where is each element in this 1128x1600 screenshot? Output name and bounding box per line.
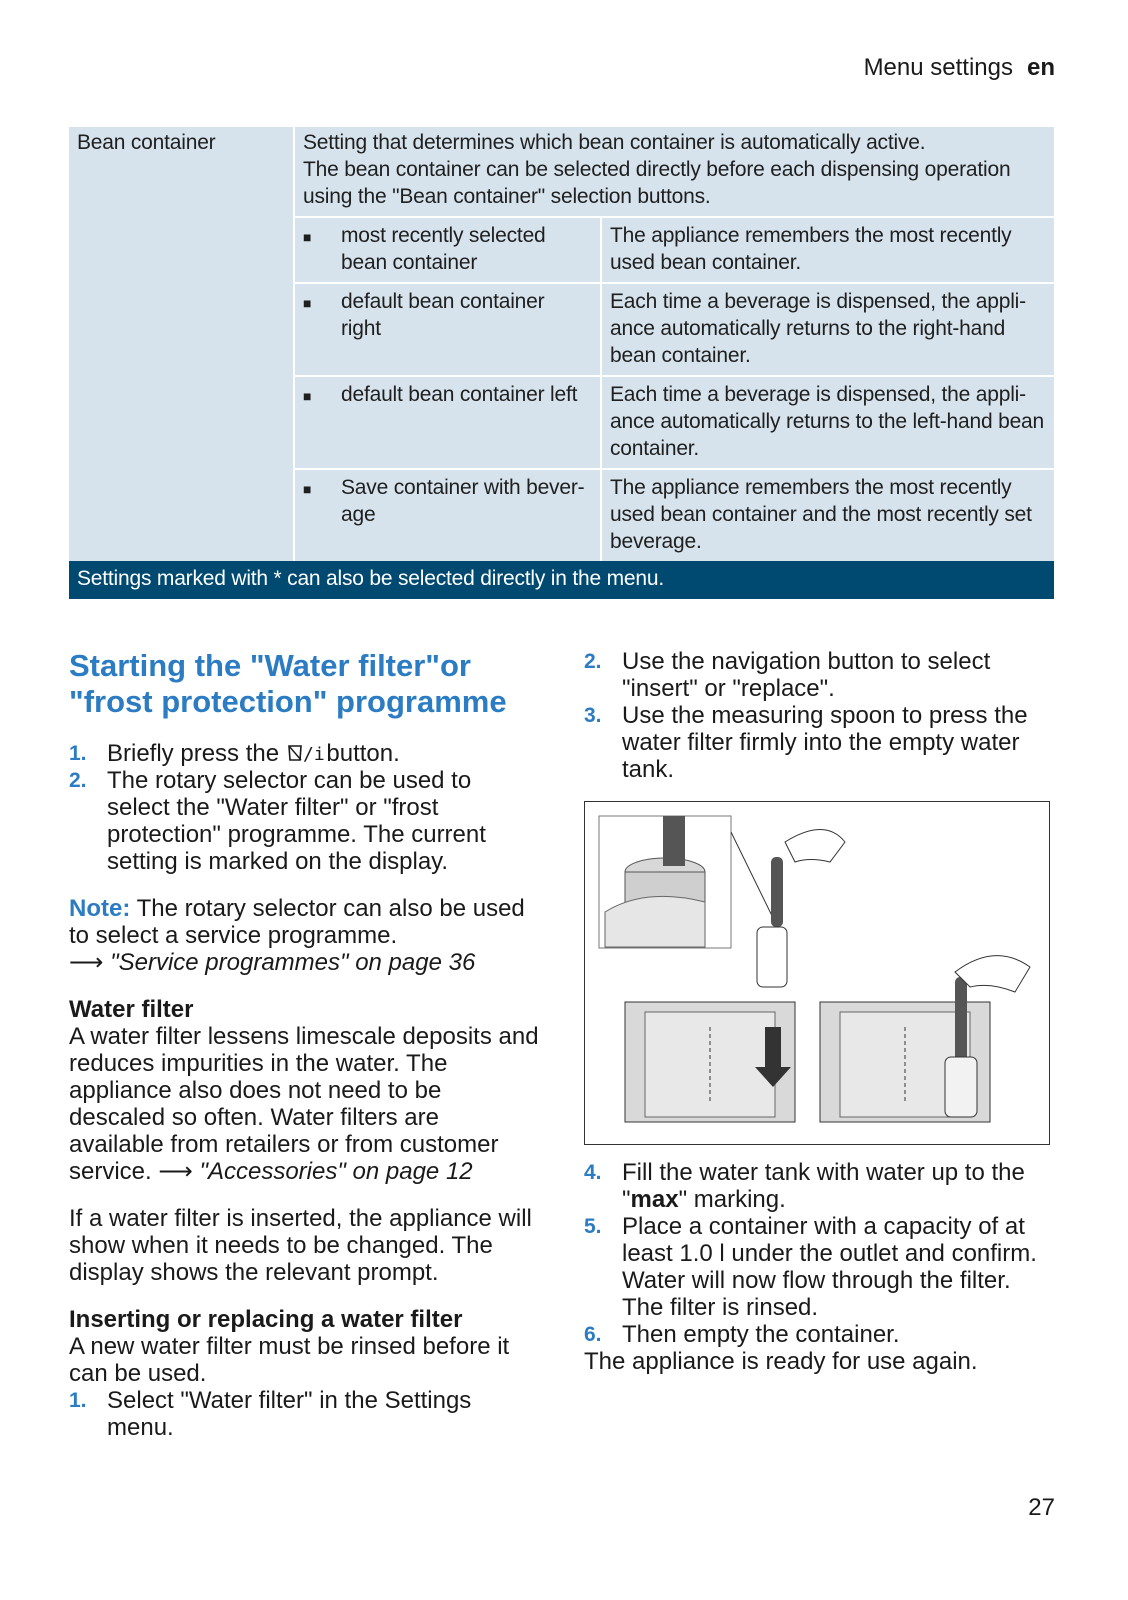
setting-name: Bean container — [69, 127, 293, 561]
option-row — [293, 375, 1054, 468]
paragraph: If a water filter is inserted, the appliance will show when it needs to be changed. The display shows the relevant prompt. — [69, 1205, 532, 1286]
option-text: The appliance remembers the most recently used bean container. — [600, 218, 1054, 282]
bullet-square-icon: ■ — [303, 481, 312, 497]
option-text: The appliance remembers the most recently used bean container and the most recently set beverage. — [600, 470, 1054, 561]
svg-text:/i: /i — [302, 744, 325, 765]
option-label: ■ default bean container right — [295, 284, 600, 375]
running-header — [864, 54, 1055, 82]
arrow-right-icon: ⟶ — [69, 949, 104, 976]
list-item: 6. Then empty the container. — [584, 1321, 900, 1348]
option-text: Each time a beverage is dispensed, the appli- ance automatically returns to the right-hand bean container. — [600, 284, 1054, 375]
note-label: Note: — [69, 895, 131, 922]
filter-insertion-illustration — [584, 801, 1050, 1145]
settings-table — [69, 127, 1054, 599]
page-number: 27 — [1028, 1494, 1055, 1521]
list-item: 1. Briefly press the /i button. — [69, 740, 400, 767]
paragraph: A new water filter must be rinsed before it can be used. — [69, 1333, 510, 1387]
option-row — [293, 468, 1054, 561]
bullet-square-icon: ■ — [303, 229, 312, 245]
cross-reference-link[interactable]: "Service programmes" on page 36 — [110, 949, 476, 976]
option-text: Each time a beverage is dispensed, the appli- ance automatically returns to the left-hand bean container. — [600, 377, 1054, 468]
bullet-square-icon: ■ — [303, 295, 312, 311]
option-label: ■ Save container with bever- age — [295, 470, 600, 561]
list-item: 2. The rotary selector can be used to select the "Water filter" or "frost protection" programme. The current setting is marked on the display. — [69, 767, 486, 875]
filter-info-icon — [286, 740, 325, 767]
option-row — [293, 216, 1054, 282]
option-label: ■ most recently selected bean container — [295, 218, 600, 282]
option-label: ■ default bean container left — [295, 377, 600, 468]
list-item: 5. Place a container with a capacity of at least 1.0 l under the outlet and confirm. Water will now flow through the filter. The filter is rinsed. — [584, 1213, 1037, 1321]
closing-text: The appliance is ready for use again. — [584, 1348, 978, 1375]
arrow-right-icon: ⟶ — [158, 1158, 193, 1185]
section-heading: Starting the "Water filter"or "frost protection" programme — [69, 648, 507, 719]
language-code: en — [1026, 54, 1055, 81]
subheading-inserting-filter: Inserting or replacing a water filter — [69, 1306, 463, 1333]
bullet-square-icon: ■ — [303, 388, 312, 404]
subheading-water-filter: Water filter — [69, 996, 194, 1023]
right-column — [584, 648, 1054, 1375]
list-item: 1. Select "Water filter" in the Settings menu. — [69, 1387, 472, 1441]
left-column — [69, 648, 539, 1441]
list-item: 3. Use the measuring spoon to press the water filter firmly into the empty water tank. — [584, 702, 1028, 783]
table-footer-note: Settings marked with * can also be selected directly in the menu. — [69, 561, 1054, 599]
list-item: 2. Use the navigation button to select "insert" or "replace". — [584, 648, 991, 702]
list-item: 4. Fill the water tank with water up to the "max" marking. — [584, 1159, 1025, 1213]
steps-list — [69, 740, 539, 875]
paragraph: A water filter lessens limescale deposits and reduces impurities in the water. The appliance also does not need to be descaled so often. Water filters are available from retailers or from customer service. ⟶ "Accessories" on page 12 — [69, 1023, 539, 1185]
option-row — [293, 282, 1054, 375]
table-row-bean-container — [69, 127, 1054, 561]
note-block: Note: The rotary selector can also be used to select a service programme. ⟶ "Service programmes" on page 36 — [69, 895, 525, 976]
setting-description: Setting that determines which bean container is automatically active. The bean container can be selected directly before each dispensing operation using the "Bean container" selection buttons. — [293, 127, 1054, 216]
cross-reference-link[interactable]: "Accessories" on page 12 — [199, 1158, 473, 1185]
section-title: Menu settings — [863, 54, 1013, 81]
